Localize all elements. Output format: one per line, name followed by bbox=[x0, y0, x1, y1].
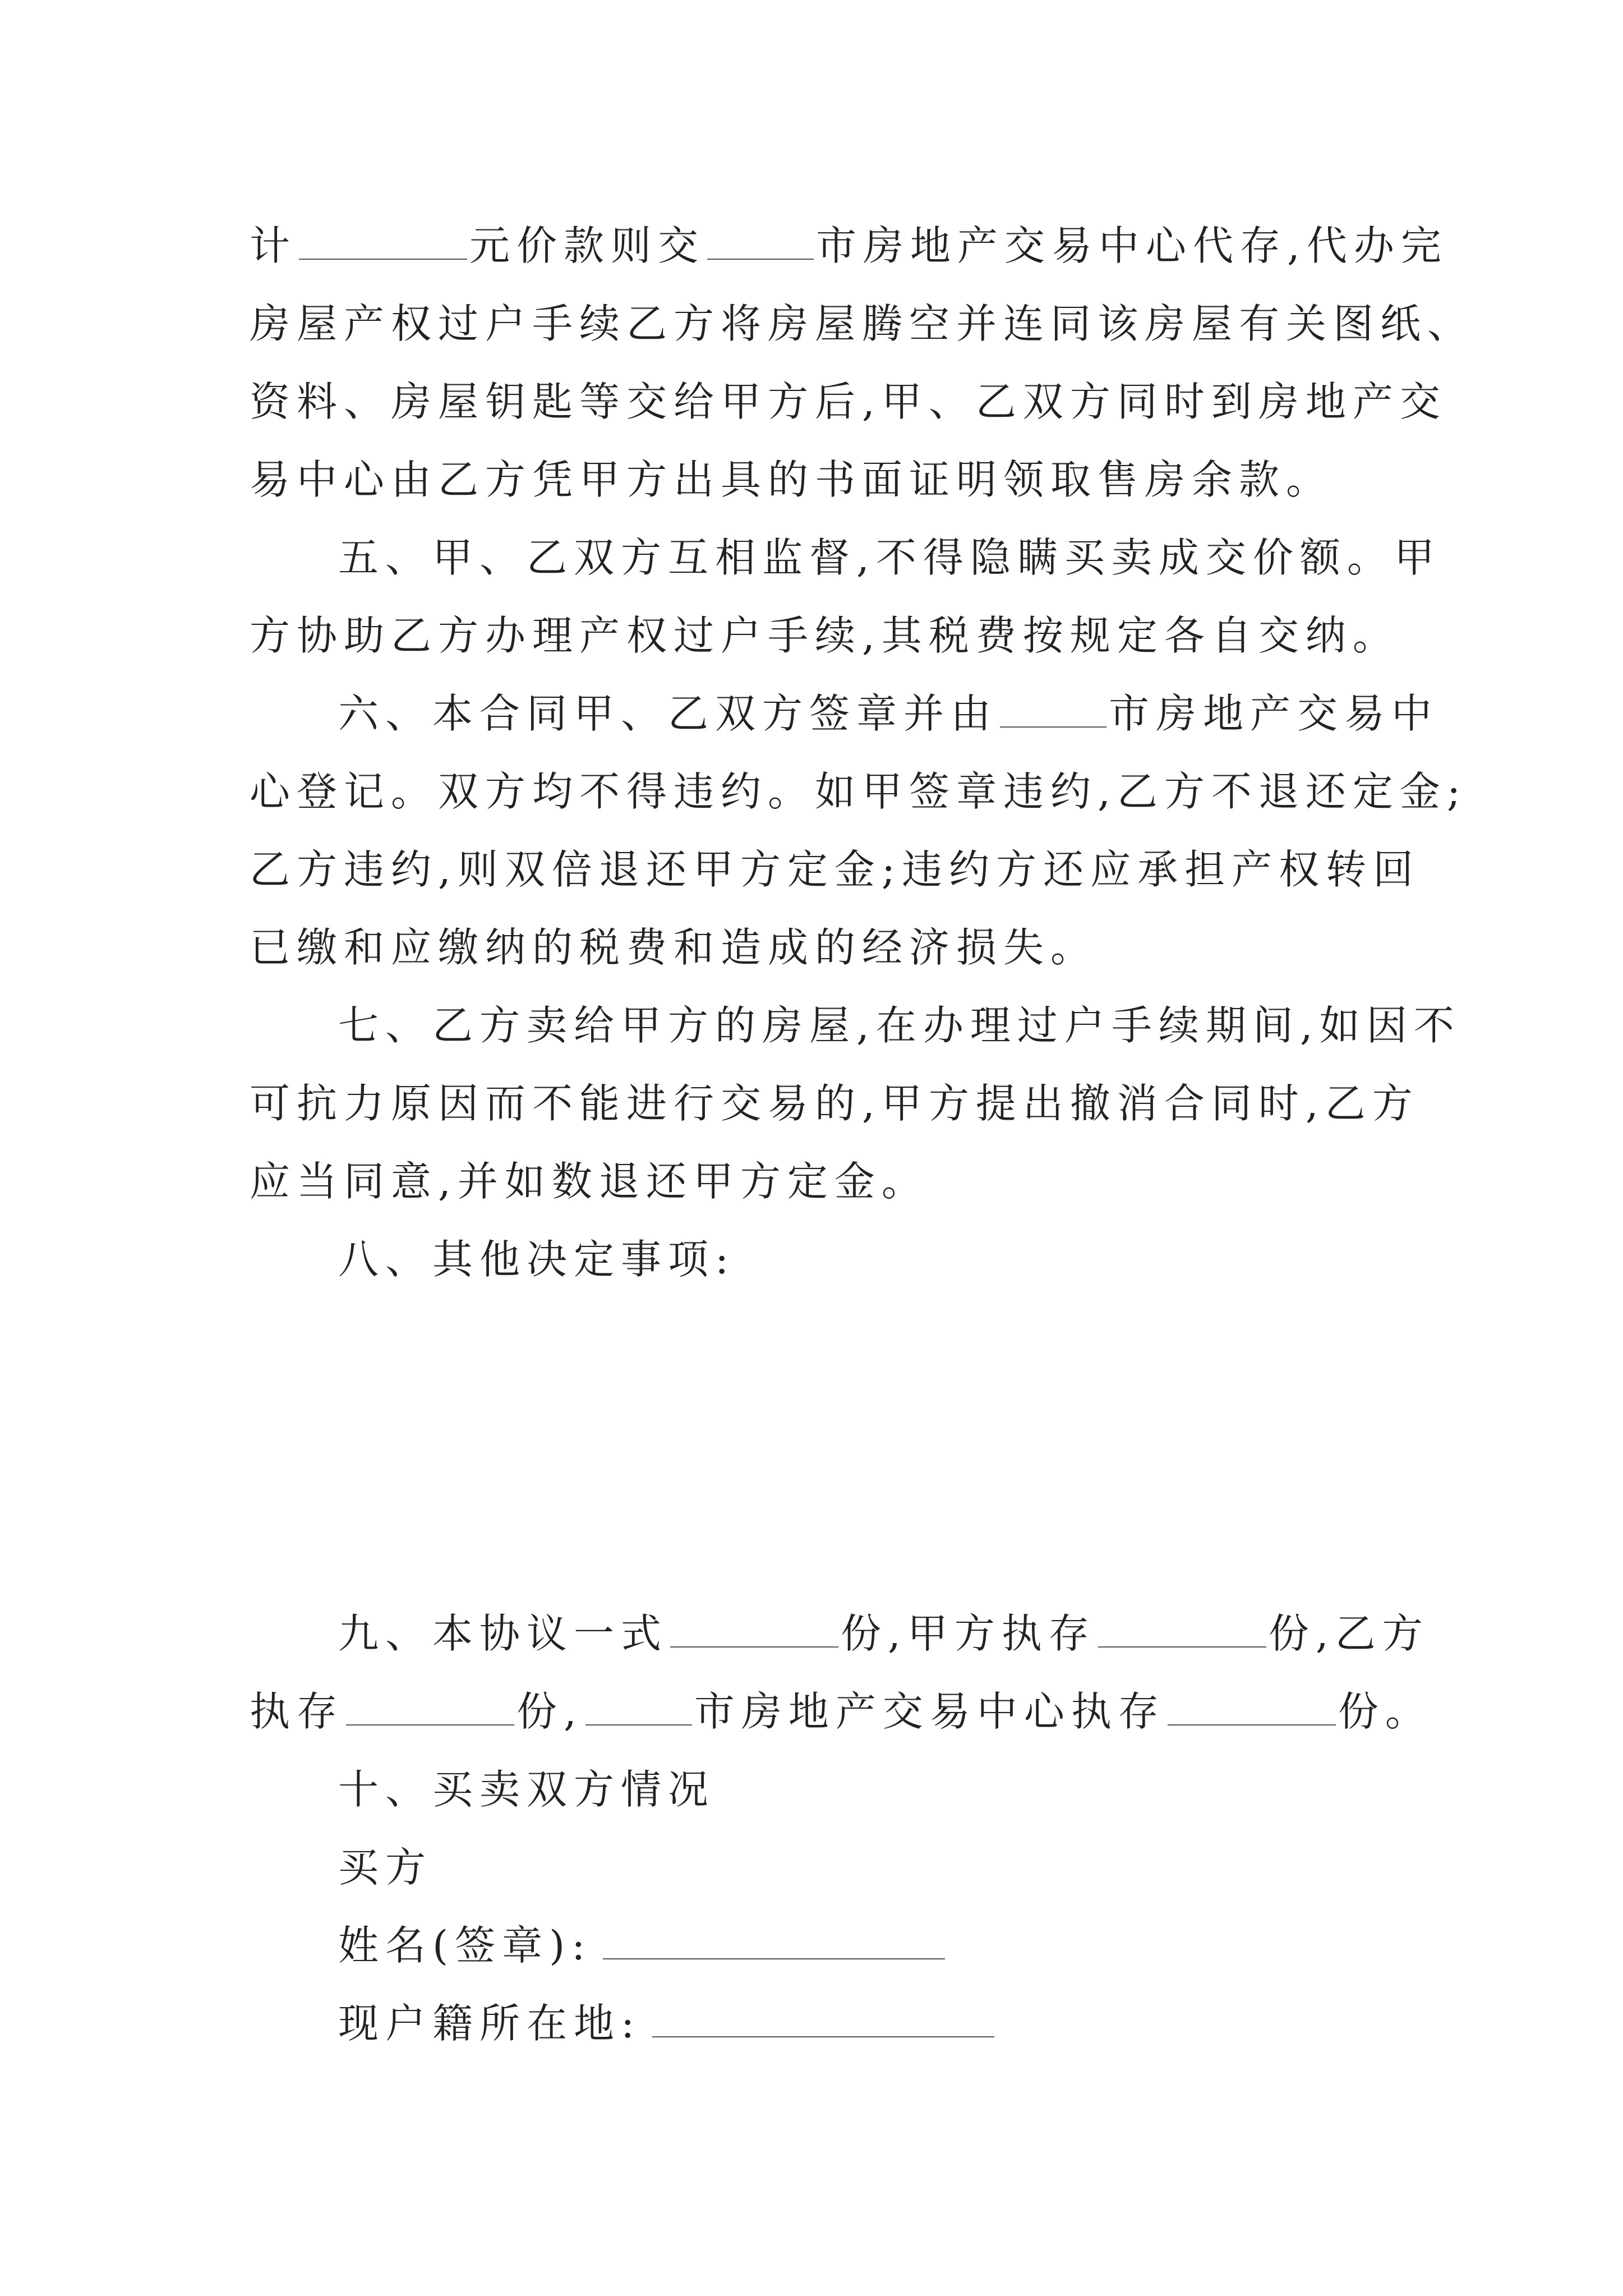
signature-field bbox=[603, 1919, 945, 1959]
blank-field bbox=[1098, 1607, 1266, 1648]
residence-field bbox=[652, 1997, 994, 2037]
clause7-line-1: 七、乙方卖给甲方的房屋,在办理过户手续期间,如因不 bbox=[338, 1002, 1461, 1049]
clause10-title: 十、买卖双方情况 bbox=[338, 1766, 716, 1813]
buyer-heading: 买方 bbox=[338, 1844, 433, 1891]
clause6-line-3: 乙方违约,则双倍退还甲方定金;违约方还应承担产权转回 bbox=[250, 846, 1421, 893]
buyer-name-row: 姓名(签章): bbox=[338, 1917, 1493, 1973]
clause7-line-3: 应当同意,并如数退还甲方定金。 bbox=[250, 1158, 929, 1205]
clause9-line-1: 九、本协议一式 份,甲方执存 份,乙方 bbox=[338, 1605, 1493, 1662]
clause4-line-4: 易中心由乙方凭甲方出具的书面证明领取售房余款。 bbox=[250, 456, 1334, 503]
blank-field bbox=[1000, 687, 1106, 728]
blank-field bbox=[299, 219, 467, 260]
clause7-line-2: 可抗力原因而不能进行交易的,甲方提出撤消合同时,乙方 bbox=[250, 1080, 1419, 1127]
buyer-residence-row: 现户籍所在地: bbox=[338, 1995, 1493, 2051]
clause4-line-2: 房屋产权过户手续乙方将房屋腾空并连同该房屋有关图纸、 bbox=[250, 300, 1475, 347]
blank-field bbox=[1168, 1685, 1336, 1726]
blank-field bbox=[707, 219, 814, 260]
blank-field bbox=[346, 1685, 514, 1726]
clause6-line-2: 心登记。双方均不得违约。如甲签章违约,乙方不退还定金; bbox=[250, 768, 1468, 815]
clause9-line-2: 执存 份, 市房地产交易中心执存 份。 bbox=[250, 1683, 1405, 1740]
clause5-line-2: 方协助乙方办理产权过户手续,其税费按规定各自交纳。 bbox=[250, 612, 1400, 659]
blank-field bbox=[670, 1607, 838, 1648]
clause4-line-1: 计 元价款则交 市房地产交易中心代存,代办完 bbox=[250, 218, 1405, 274]
clause6-line-4: 已缴和应缴纳的税费和造成的经济损失。 bbox=[250, 924, 1098, 971]
clause5-line-1: 五、甲、乙双方互相监督,不得隐瞒买卖成交价额。甲 bbox=[338, 534, 1441, 581]
clause8-line-1: 八、其他决定事项: bbox=[338, 1236, 736, 1283]
blank-field bbox=[585, 1685, 692, 1726]
clause6-line-1: 六、本合同甲、乙双方签章并由 市房地产交易中 bbox=[338, 685, 1493, 742]
clause4-line-3: 资料、房屋钥匙等交给甲方后,甲、乙双方同时到房地产交 bbox=[250, 378, 1447, 425]
